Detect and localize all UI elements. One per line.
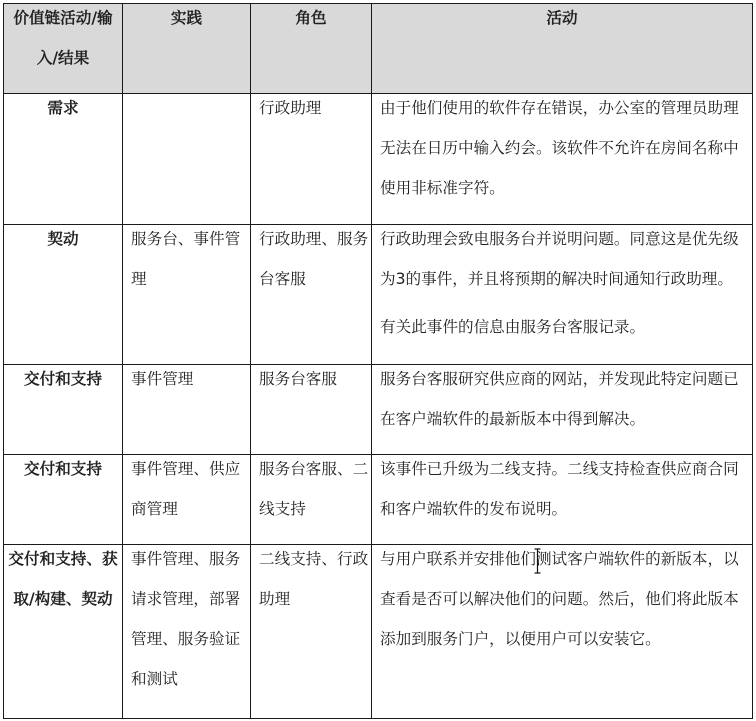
cell-text-line: 管理、服务验证: [131, 630, 241, 648]
cell-text-line: 添加到服务门户，以便用户可以安装它。: [380, 630, 661, 648]
cell-text-line: 请求管理，部署: [131, 590, 241, 608]
cell-role[interactable]: [251, 94, 372, 225]
header-text-line: 实践: [170, 9, 203, 27]
text-cursor-icon: [533, 548, 542, 574]
cell-value-chain-activity[interactable]: [4, 225, 123, 365]
cell-role[interactable]: [251, 455, 372, 545]
cell-text-line: 二线支持、行政: [259, 550, 369, 568]
cell-activity[interactable]: [372, 225, 753, 365]
cell-text-line: 交付和支持: [24, 370, 102, 388]
cell-value-chain-activity[interactable]: [4, 365, 123, 455]
header-practice[interactable]: [123, 4, 251, 94]
header-text-line: 角色: [295, 9, 327, 27]
cell-text-line: 和客户端软件的发布说明。: [380, 500, 568, 518]
table-row: [4, 94, 753, 225]
cell-text-line: 行政助理会致电服务台并说明问题。同意这是优先级: [380, 230, 739, 248]
activity-paragraph: [380, 545, 748, 660]
cell-activity[interactable]: [372, 545, 753, 719]
cell-text-line: 无法在日历中输入约会。该软件不允许在房间名称中: [380, 139, 739, 157]
cell-text-line: 服务台、事件管: [131, 230, 241, 248]
cell-role[interactable]: [251, 545, 372, 719]
header-text-line: 价值链活动/输: [13, 9, 113, 27]
cell-text-line: 事件管理: [131, 370, 194, 388]
cell-text-line: 理: [131, 270, 147, 288]
cell-text-line: 线支持: [259, 500, 306, 518]
cell-value-chain-activity[interactable]: [4, 545, 123, 719]
cell-practice[interactable]: [123, 225, 251, 365]
cell-text-line: 使用非标准字符。: [380, 179, 505, 197]
activity-paragraph: [380, 307, 748, 347]
cell-practice[interactable]: [123, 94, 251, 225]
cell-text-line: 服务台客服、二: [259, 460, 369, 478]
cell-value-chain-activity[interactable]: [4, 94, 123, 225]
activity-paragraph: [380, 365, 748, 440]
cell-text-line: 取/构建、契动: [13, 590, 113, 608]
cell-text-line: 交付和支持、获: [8, 550, 118, 568]
cell-text-line: 台客服: [259, 270, 306, 288]
cell-practice[interactable]: [123, 365, 251, 455]
cell-text-line: 该事件已升级为二线支持。二线支持检查供应商合同: [380, 460, 739, 478]
cell-text-line: 服务台客服: [259, 370, 337, 388]
header-role[interactable]: [251, 4, 372, 94]
cell-text-line: 商管理: [131, 500, 178, 518]
cell-value-chain-activity[interactable]: [4, 455, 123, 545]
cell-role[interactable]: [251, 365, 372, 455]
cell-activity[interactable]: [372, 94, 753, 225]
activity-paragraph: [380, 225, 748, 300]
table-row: [4, 225, 753, 365]
cell-text-line: 交付和支持: [24, 460, 102, 478]
cell-text-line: 事件管理、供应: [131, 460, 241, 478]
cell-text-line: 行政助理、服务: [259, 230, 369, 248]
activity-paragraph: [380, 455, 748, 530]
cell-text-line: 和测试: [131, 670, 178, 688]
cell-activity[interactable]: [372, 365, 753, 455]
cell-text-line: 在客户端软件的最新版本中得到解决。: [380, 410, 646, 428]
header-value-chain-activity[interactable]: [4, 4, 123, 94]
activity-paragraph: [380, 94, 748, 209]
table-row: [4, 545, 753, 719]
cell-practice[interactable]: [123, 455, 251, 545]
cell-text-line: 为3的事件，并且将预期的解决时间通知行政助理。: [380, 270, 733, 288]
cell-text-line: 契动: [47, 230, 79, 248]
cell-text-line: 由于他们使用的软件存在错误，办公室的管理员助理: [380, 99, 739, 117]
cell-text-line: 与用户联系并安排他们测试客户端软件的新版本，以: [380, 550, 739, 568]
cell-text-line: 服务台客服研究供应商的网站，并发现此特定问题已: [380, 370, 739, 388]
cell-role[interactable]: [251, 225, 372, 365]
cell-activity[interactable]: [372, 455, 753, 545]
header-text-line: 入/结果: [36, 49, 90, 67]
cell-text-line: 行政助理: [259, 99, 322, 117]
value-chain-table: [3, 3, 753, 719]
cell-text-line: 事件管理、服务: [131, 550, 241, 568]
cell-practice[interactable]: [123, 545, 251, 719]
cell-text-line: 有关此事件的信息由服务台客服记录。: [380, 318, 646, 336]
cell-text-line: 查看是否可以解决他们的问题。然后，他们将此版本: [380, 590, 739, 608]
header-activity[interactable]: [372, 4, 753, 94]
cell-text-line: 需求: [47, 99, 79, 117]
header-text-line: 活动: [546, 9, 578, 27]
table-row: [4, 455, 753, 545]
cell-text-line: 助理: [259, 590, 291, 608]
table-row: [4, 365, 753, 455]
table-header-row: [4, 4, 753, 94]
